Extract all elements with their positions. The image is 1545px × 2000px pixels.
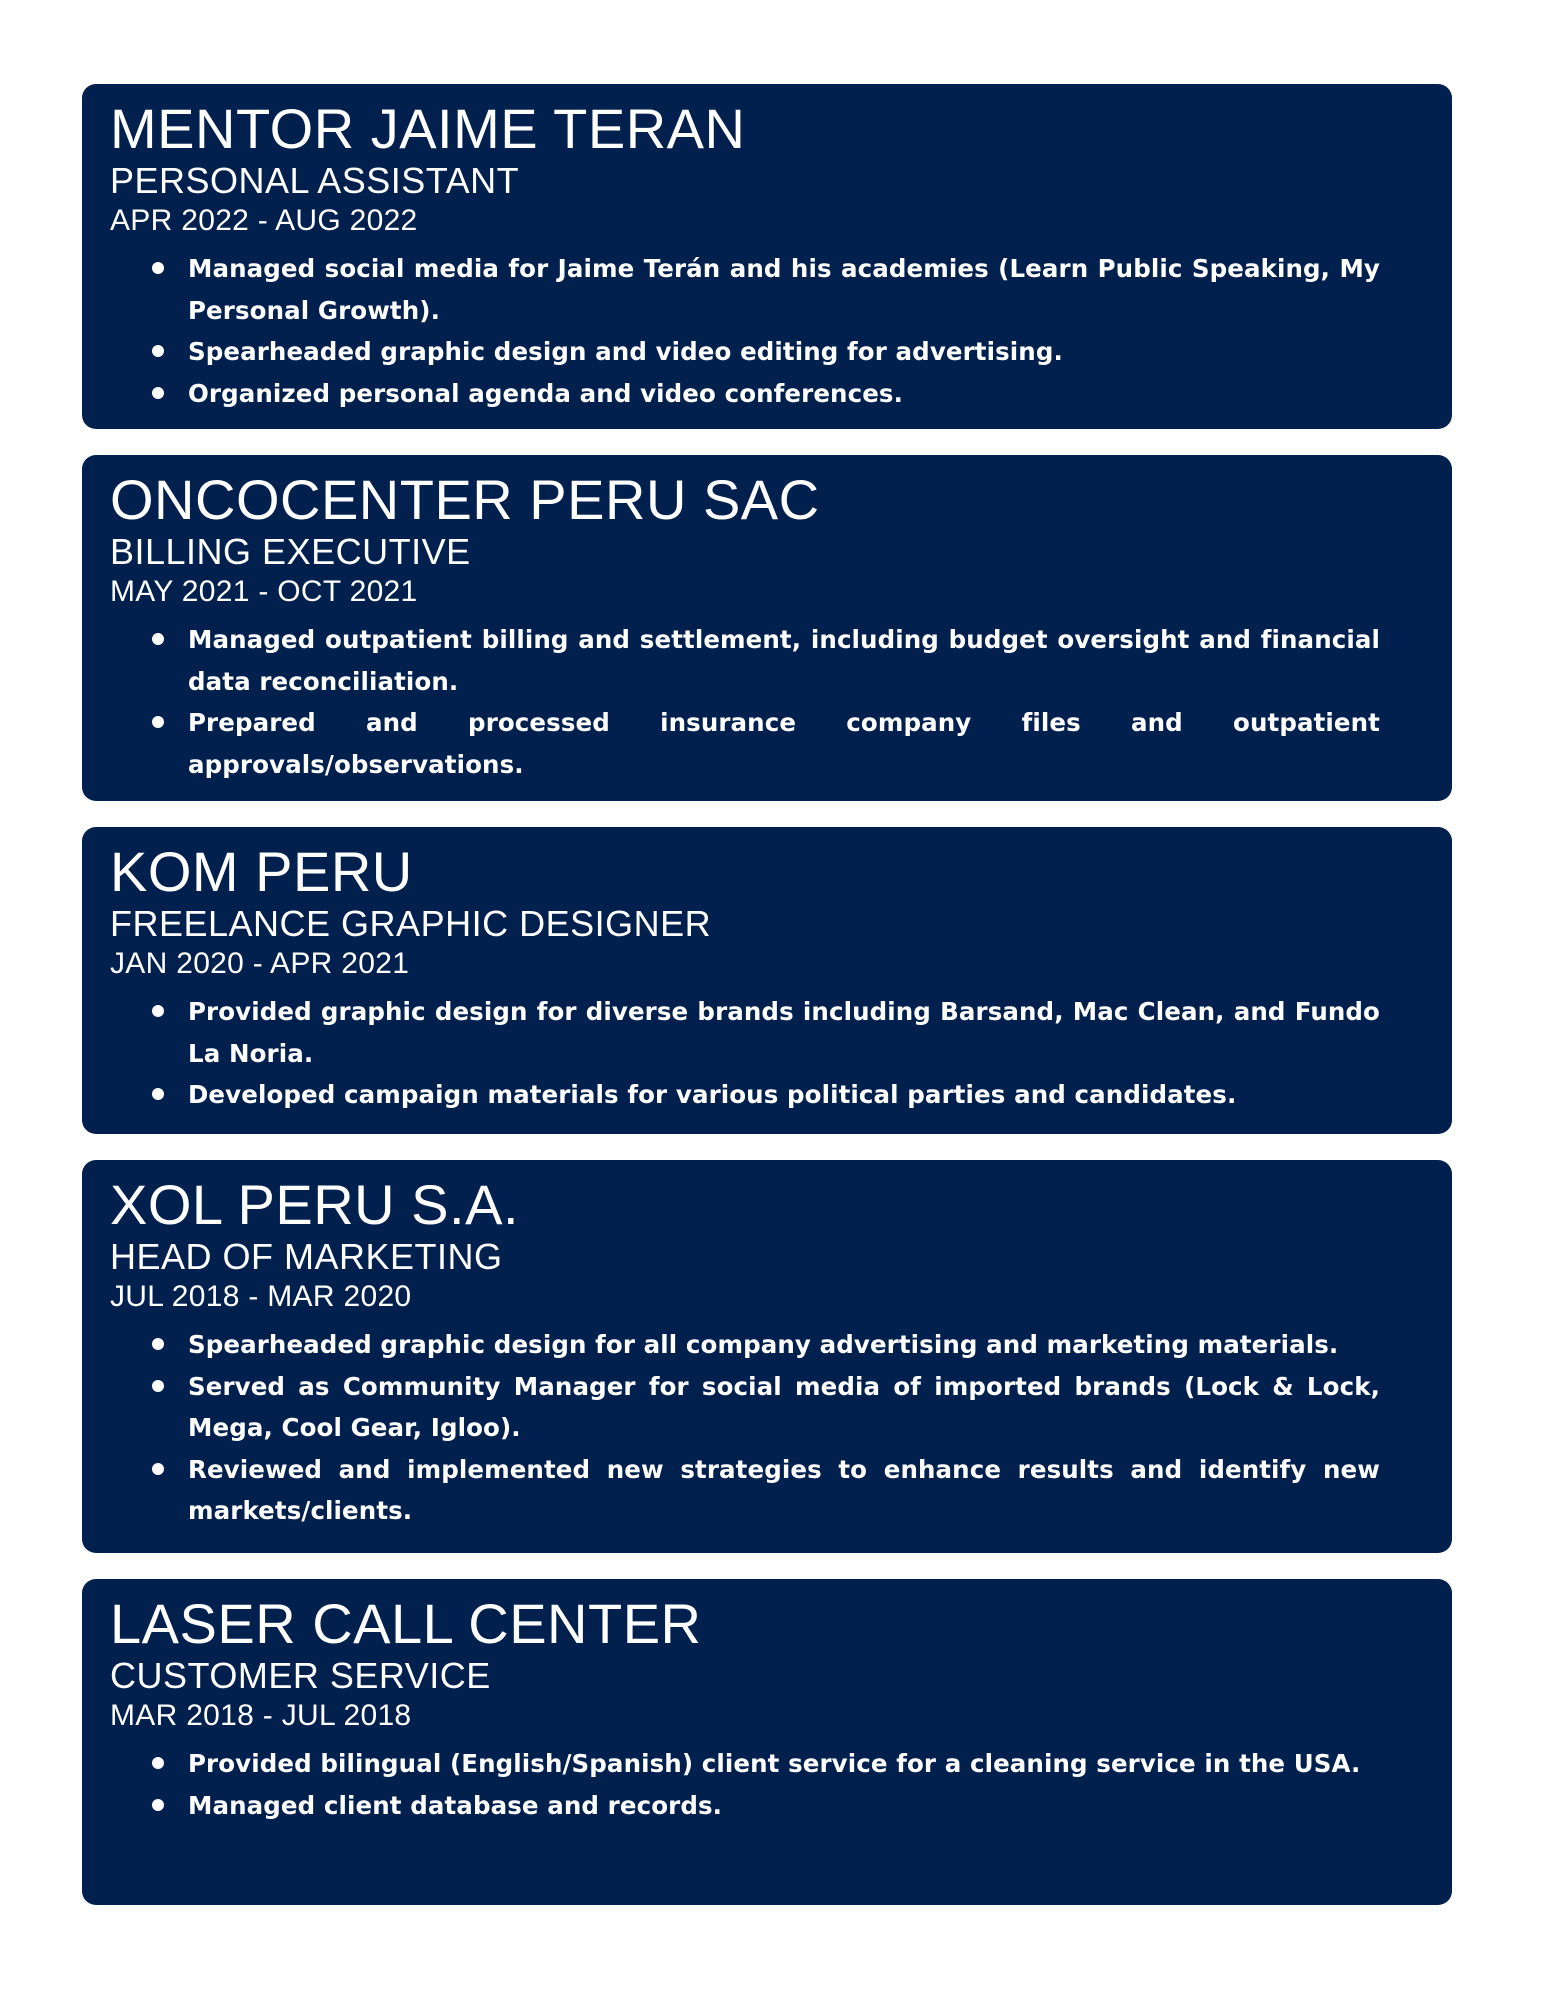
bullet-icon xyxy=(152,1757,164,1769)
bullet-text: Managed social media for Jaime Terán and his academies (Learn Public Speaking, My Personal Growth). xyxy=(188,254,1380,325)
list-item xyxy=(188,1743,1380,1785)
responsibility-list xyxy=(110,991,1380,1116)
bullet-icon xyxy=(152,633,164,645)
job-title: HEAD OF MARKETING xyxy=(110,1236,503,1277)
experience-card xyxy=(82,1579,1452,1905)
list-item xyxy=(188,702,1380,785)
list-item xyxy=(188,991,1380,1074)
list-item xyxy=(188,1785,1380,1827)
job-title: CUSTOMER SERVICE xyxy=(110,1655,491,1696)
bullet-text: Prepared and processed insurance company files and outpatient approvals/observations. xyxy=(188,708,1380,779)
list-item xyxy=(188,1449,1380,1532)
job-title: BILLING EXECUTIVE xyxy=(110,531,471,572)
list-item xyxy=(188,619,1380,702)
experience-card xyxy=(82,1160,1452,1553)
job-dates: MAY 2021 - OCT 2021 xyxy=(110,575,418,608)
responsibility-list xyxy=(110,619,1380,785)
bullet-text: Developed campaign materials for various political parties and candidates. xyxy=(188,1080,1237,1109)
job-title: PERSONAL ASSISTANT xyxy=(110,160,520,201)
bullet-text: Managed client database and records. xyxy=(188,1790,723,1820)
responsibility-list xyxy=(110,1324,1380,1532)
bullet-icon xyxy=(152,1463,164,1475)
bullet-icon xyxy=(152,345,164,357)
company-name: KOM PERU xyxy=(110,840,413,903)
bullet-icon xyxy=(152,1380,164,1392)
bullet-text: Reviewed and implemented new strategies to enhance results and identify new markets/clients. xyxy=(188,1454,1380,1525)
responsibility-list xyxy=(110,248,1380,414)
responsibility-list xyxy=(110,1743,1380,1826)
bullet-icon xyxy=(152,387,164,399)
bullet-text: Provided graphic design for diverse brands including Barsand, Mac Clean, and Fundo La Noria. xyxy=(188,997,1380,1068)
bullet-text: Managed outpatient billing and settlement, including budget oversight and financial data reconciliation. xyxy=(188,625,1380,696)
company-name: ONCOCENTER PERU SAC xyxy=(110,468,820,531)
list-item xyxy=(188,373,1380,415)
list-item xyxy=(188,248,1380,331)
list-item xyxy=(188,1324,1380,1366)
company-name: MENTOR JAIME TERAN xyxy=(110,97,746,160)
company-name: LASER CALL CENTER xyxy=(110,1592,702,1655)
experience-card xyxy=(82,455,1452,801)
bullet-icon xyxy=(152,1005,164,1017)
list-item xyxy=(188,1366,1380,1449)
list-item xyxy=(188,331,1380,373)
job-dates: JAN 2020 - APR 2021 xyxy=(110,947,410,980)
job-dates: MAR 2018 - JUL 2018 xyxy=(110,1699,412,1732)
bullet-icon xyxy=(152,1088,164,1100)
experience-card xyxy=(82,827,1452,1134)
bullet-icon xyxy=(152,1799,164,1811)
bullet-text: Organized personal agenda and video conferences. xyxy=(188,378,904,408)
company-name: XOL PERU S.A. xyxy=(110,1173,519,1236)
bullet-icon xyxy=(152,262,164,274)
job-dates: APR 2022 - AUG 2022 xyxy=(110,204,418,237)
job-dates: JUL 2018 - MAR 2020 xyxy=(110,1280,412,1313)
bullet-text: Provided bilingual (English/Spanish) client service for a cleaning service in the USA. xyxy=(188,1749,1361,1778)
bullet-icon xyxy=(152,1338,164,1350)
bullet-text: Spearheaded graphic design for all company advertising and marketing materials. xyxy=(188,1330,1339,1359)
experience-card xyxy=(82,84,1452,429)
job-title: FREELANCE GRAPHIC DESIGNER xyxy=(110,903,712,944)
bullet-icon xyxy=(152,716,164,728)
list-item xyxy=(188,1074,1380,1116)
bullet-text: Spearheaded graphic design and video editing for advertising. xyxy=(188,337,1063,366)
bullet-text: Served as Community Manager for social media of imported brands (Lock & Lock, Mega, Cool Gear, Igloo). xyxy=(188,1371,1380,1442)
